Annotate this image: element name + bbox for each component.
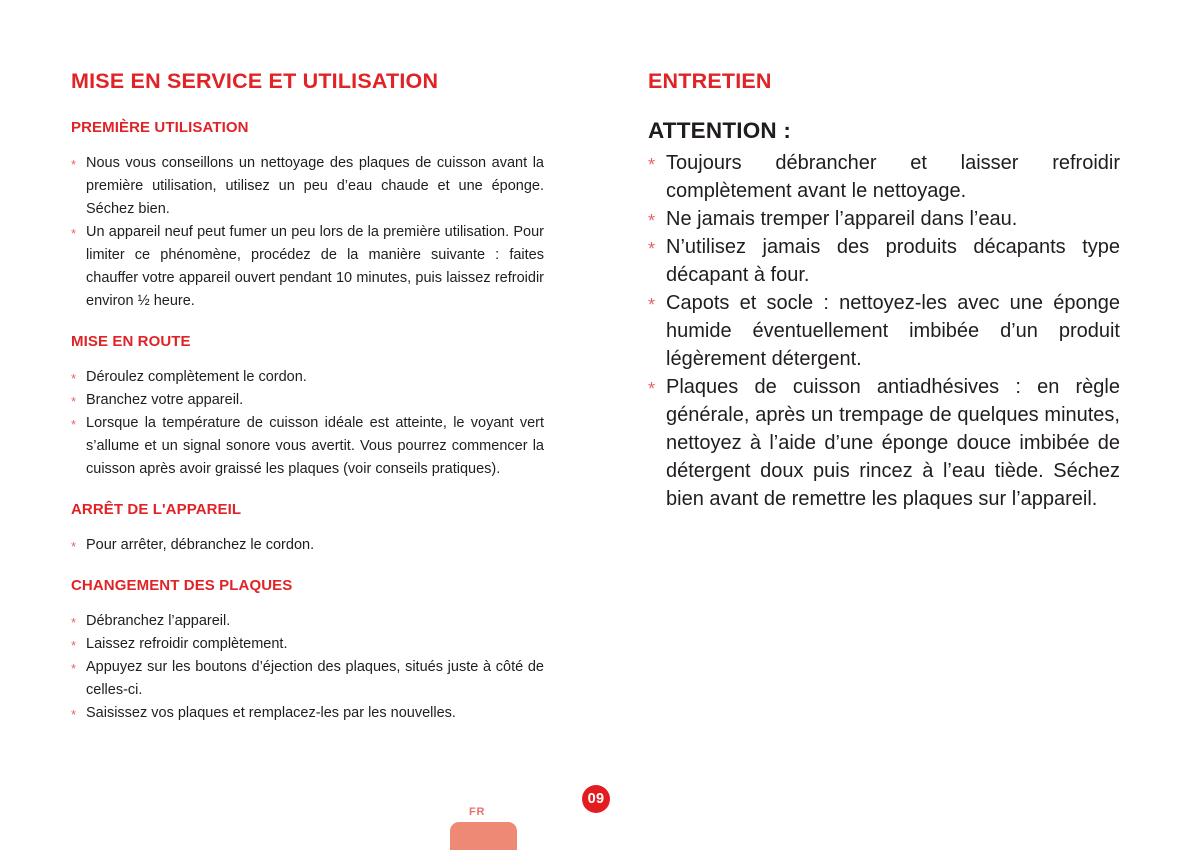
bullet-list xyxy=(71,610,544,725)
bullet-item xyxy=(71,412,544,481)
bullet-item xyxy=(71,221,544,313)
asterisk-bullet-marker: * xyxy=(648,379,656,399)
section-heading: CHANGEMENT DES PLAQUES xyxy=(71,577,293,594)
bullet-text: Ne jamais tremper l’appareil dans l’eau. xyxy=(666,208,1018,230)
bullet-text: N’utilisez jamais des produits décapants type décapant à four. xyxy=(666,236,1120,286)
language-tab xyxy=(450,822,517,850)
bullet-list xyxy=(71,152,544,313)
bullet-item xyxy=(648,205,1120,233)
bullet-text: Débranchez l’appareil. xyxy=(86,613,231,629)
left-column-sections xyxy=(71,119,544,725)
section-heading: MISE EN ROUTE xyxy=(71,333,191,350)
manual-section xyxy=(71,501,544,557)
bullet-item xyxy=(71,656,544,702)
bullet-text: Branchez votre appareil. xyxy=(86,392,244,408)
bullet-text: Laissez refroidir complètement. xyxy=(86,636,288,652)
bullet-text: Saisissez vos plaques et remplacez-les par les nouvelles. xyxy=(86,705,456,721)
asterisk-bullet-marker: * xyxy=(71,371,77,386)
warning-bullet-list xyxy=(648,149,1120,513)
section-heading: ARRÊT DE L'APPAREIL xyxy=(71,501,242,518)
bullet-text: Pour arrêter, débranchez le cordon. xyxy=(86,537,315,553)
manual-section xyxy=(71,119,544,313)
bullet-item xyxy=(71,610,544,633)
asterisk-bullet-marker: * xyxy=(71,661,77,676)
bullet-list xyxy=(71,366,544,481)
bullet-text: Un appareil neuf peut fumer un peu lors de la première utilisation. Pour limiter ce phénomène, procédez de la manière suivante : faites chauffer votre appareil ouvert pendant 10 minutes, puis laissez refroidir environ ½ heure. xyxy=(86,224,544,309)
bullet-item xyxy=(648,289,1120,373)
bullet-item xyxy=(648,149,1120,205)
right-column xyxy=(648,70,1120,513)
bullet-text: Nous vous conseillons un nettoyage des plaques de cuisson avant la première utilisation, utilisez un peu d’eau chaude et une éponge. Séchez bien. xyxy=(86,155,544,217)
warning-heading: ATTENTION : xyxy=(648,118,792,143)
asterisk-bullet-marker: * xyxy=(71,417,77,432)
manual-section xyxy=(71,333,544,481)
left-column xyxy=(71,70,544,725)
bullet-item xyxy=(71,366,544,389)
bullet-text: Lorsque la température de cuisson idéale est atteinte, le voyant vert s’allume et un signal sonore vous avertit. Vous pourrez commencer la cuisson après avoir graissé les plaques (voir conseils pratiques). xyxy=(86,415,544,477)
language-tab-label: FR xyxy=(469,806,486,818)
bullet-item xyxy=(71,702,544,725)
asterisk-bullet-marker: * xyxy=(648,211,656,231)
bullet-item xyxy=(71,152,544,221)
bullet-item xyxy=(71,633,544,656)
asterisk-bullet-marker: * xyxy=(648,155,656,175)
right-column-title: ENTRETIEN xyxy=(648,69,772,93)
bullet-text: Capots et socle : nettoyez-les avec une éponge humide éventuellement imbibée d’un produit légèrement détergent. xyxy=(666,292,1120,370)
manual-section xyxy=(71,577,544,725)
bullet-item xyxy=(648,373,1120,513)
section-heading: PREMIÈRE UTILISATION xyxy=(71,119,249,136)
asterisk-bullet-marker: * xyxy=(648,295,656,315)
asterisk-bullet-marker: * xyxy=(71,615,77,630)
asterisk-bullet-marker: * xyxy=(71,157,77,172)
bullet-text: Appuyez sur les boutons d’éjection des plaques, situés juste à côté de celles-ci. xyxy=(86,659,544,698)
asterisk-bullet-marker: * xyxy=(71,638,77,653)
asterisk-bullet-marker: * xyxy=(71,226,77,241)
asterisk-bullet-marker: * xyxy=(71,539,77,554)
asterisk-bullet-marker: * xyxy=(71,707,77,722)
page-number-badge: 09 xyxy=(582,785,610,813)
asterisk-bullet-marker: * xyxy=(71,394,77,409)
bullet-text: Toujours débrancher et laisser refroidir complètement avant le nettoyage. xyxy=(666,152,1120,202)
bullet-text: Déroulez complètement le cordon. xyxy=(86,369,307,385)
asterisk-bullet-marker: * xyxy=(648,239,656,259)
bullet-text: Plaques de cuisson antiadhésives : en règle générale, après un trempage de quelques minutes, nettoyez à l’aide d’une éponge douce imbibée de détergent doux puis rincez à l’eau tiède. Séchez bien avant de remettre les plaques sur l’appareil. xyxy=(666,376,1120,510)
bullet-item xyxy=(648,233,1120,289)
bullet-item xyxy=(71,534,544,557)
bullet-item xyxy=(71,389,544,412)
left-column-title: MISE EN SERVICE ET UTILISATION xyxy=(71,69,439,93)
bullet-list xyxy=(71,534,544,557)
